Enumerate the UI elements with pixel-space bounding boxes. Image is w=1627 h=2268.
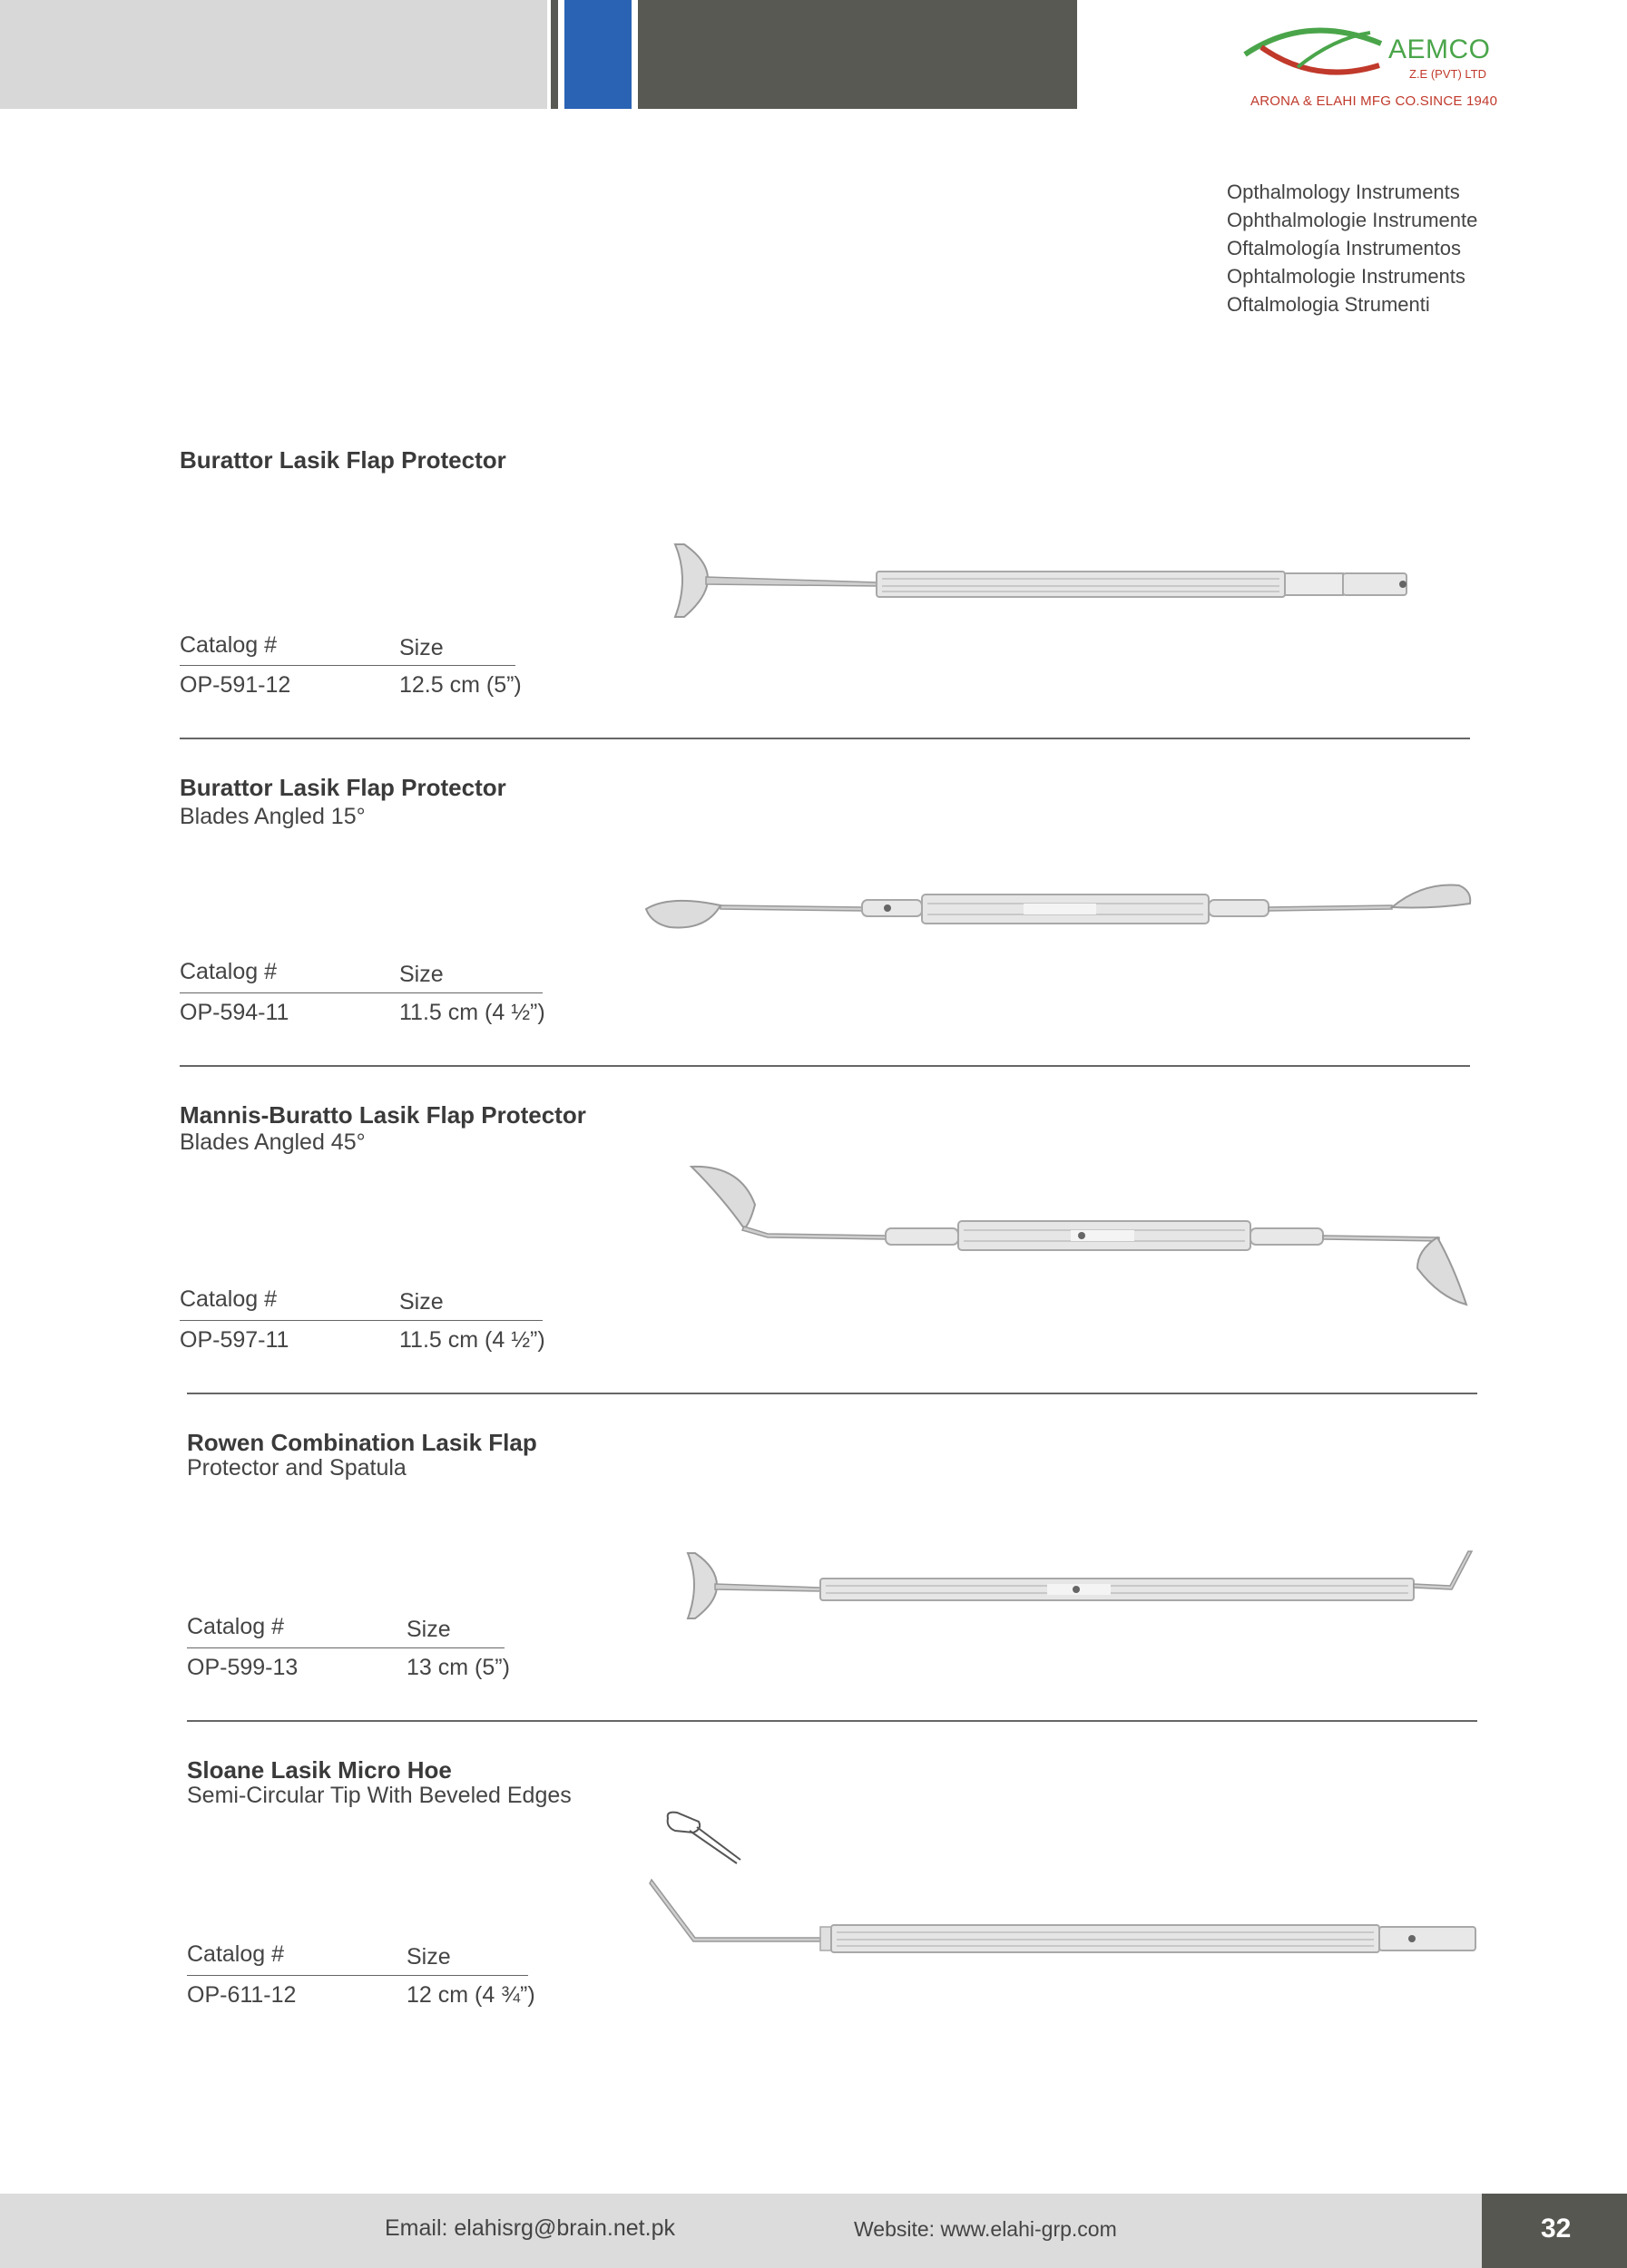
category-de: Ophthalmologie Instrumente — [1227, 209, 1478, 231]
footer-bar — [0, 2194, 1627, 2268]
category-it: Oftalmologia Strumenti — [1227, 293, 1430, 316]
section-divider — [187, 1720, 1477, 1722]
catalog-number: OP-591-12 — [180, 672, 291, 698]
catalog-label: Catalog # — [187, 1614, 285, 1639]
product-title: Burattor Lasik Flap Protector — [180, 774, 506, 801]
header-bar-light — [0, 0, 547, 109]
page-number: 32 — [1541, 2214, 1572, 2244]
spec-underline — [187, 1975, 528, 1976]
footer-website[interactable]: Website: www.elahi-grp.com — [854, 2217, 1117, 2241]
size-value: 13 cm (5”) — [407, 1655, 510, 1680]
size-label: Size — [399, 1289, 444, 1315]
section-divider — [180, 738, 1470, 739]
product-title: Mannis-Buratto Lasik Flap Protector — [180, 1101, 586, 1129]
size-label: Size — [407, 1944, 451, 1970]
product-subtitle: Semi-Circular Tip With Beveled Edges — [187, 1783, 572, 1808]
logo-brand: AEMCO — [1388, 34, 1491, 64]
section-divider — [187, 1393, 1477, 1394]
size-label: Size — [399, 635, 444, 660]
size-value: 11.5 cm (4 ½”) — [399, 1327, 545, 1353]
spec-underline — [187, 1647, 505, 1648]
instrument-image — [671, 543, 1470, 619]
catalog-number: OP-594-11 — [180, 1000, 289, 1025]
footer-email[interactable]: Email: elahisrg@brain.net.pk — [385, 2215, 675, 2241]
spec-underline — [180, 665, 515, 666]
header-bar-dark — [638, 0, 1077, 109]
product-title: Burattor Lasik Flap Protector — [180, 446, 506, 474]
category-en: Opthalmology Instruments — [1227, 181, 1460, 203]
product-subtitle: Blades Angled 45° — [180, 1129, 366, 1155]
catalog-label: Catalog # — [187, 1941, 285, 1967]
size-value: 12.5 cm (5”) — [399, 672, 522, 698]
catalog-number: OP-597-11 — [180, 1327, 289, 1353]
logo-tagline: ARONA & ELAHI MFG CO.SINCE 1940 — [1250, 93, 1498, 109]
logo-subtitle: Z.E (PVT) LTD — [1409, 67, 1486, 81]
instrument-image — [648, 1876, 1479, 1960]
instrument-image — [686, 1161, 1475, 1310]
product-subtitle: Blades Angled 15° — [180, 804, 366, 829]
product-title: Sloane Lasik Micro Hoe — [187, 1756, 452, 1784]
catalog-number: OP-611-12 — [187, 1982, 297, 2008]
catalog-label: Catalog # — [180, 632, 278, 658]
category-es: Oftalmología Instrumentos — [1227, 237, 1462, 259]
size-value: 11.5 cm (4 ½”) — [399, 1000, 545, 1025]
section-divider — [180, 1065, 1470, 1067]
instrument-image — [642, 878, 1474, 934]
catalog-label: Catalog # — [180, 959, 278, 984]
catalog-number: OP-599-13 — [187, 1655, 299, 1680]
header-bar-divider — [551, 0, 558, 109]
category-fr: Ophtalmologie Instruments — [1227, 265, 1465, 288]
instrument-image — [684, 1548, 1477, 1622]
tip-detail-image — [662, 1809, 744, 1867]
size-label: Size — [407, 1617, 451, 1642]
product-title: Rowen Combination Lasik Flap — [187, 1429, 537, 1456]
header-bar-blue — [564, 0, 632, 109]
spec-underline — [180, 992, 543, 993]
product-subtitle: Protector and Spatula — [187, 1455, 407, 1481]
spec-underline — [180, 1320, 543, 1321]
category-list — [1227, 178, 1477, 318]
size-value: 12 cm (4 ¾”) — [407, 1982, 535, 2008]
size-label: Size — [399, 962, 444, 987]
catalog-label: Catalog # — [180, 1286, 278, 1312]
